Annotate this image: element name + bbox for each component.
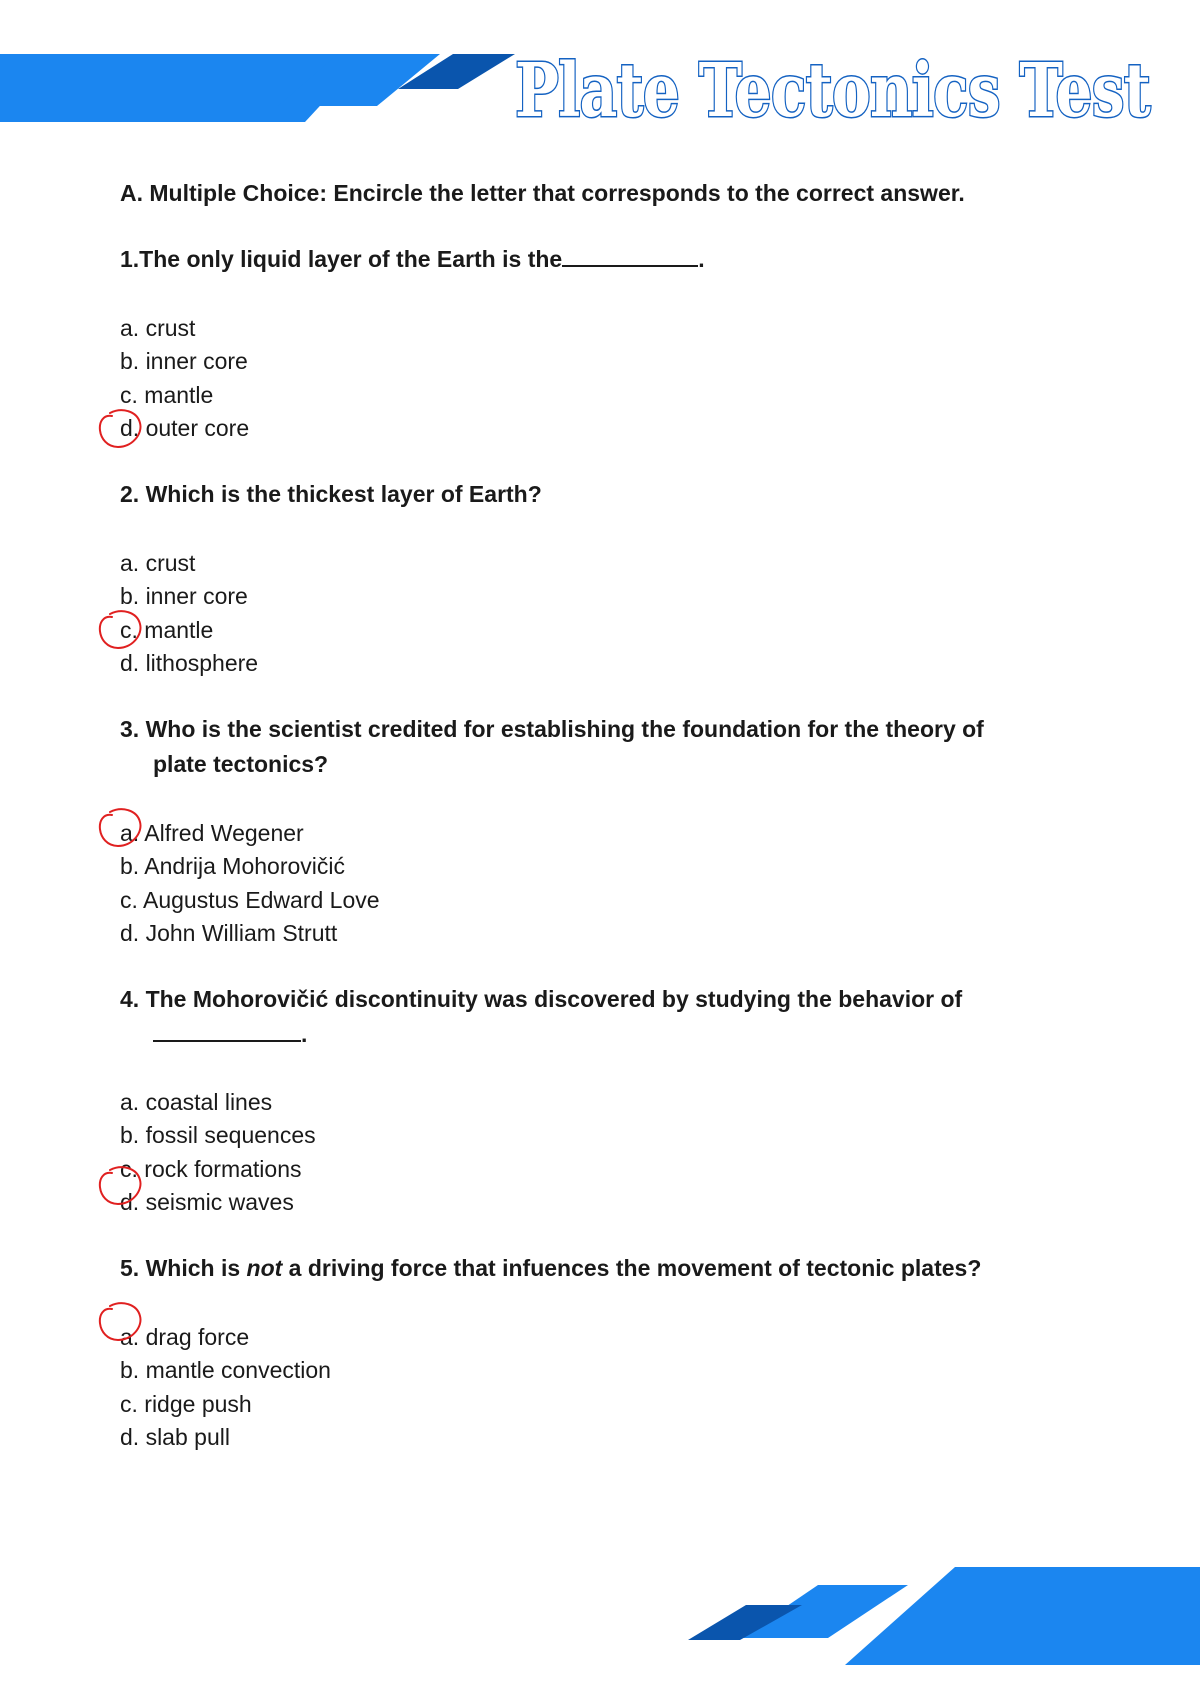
option-c[interactable]: c. ridge push	[120, 1390, 252, 1417]
question-text-continued: plate tectonics?	[153, 751, 329, 777]
question-text: 5. Which is	[120, 1255, 247, 1281]
section-instructions: A. Multiple Choice: Encircle the letter that corresponds to the correct answer.	[120, 180, 965, 206]
question-text: 1.The only liquid layer of the Earth is the	[120, 246, 563, 272]
question-text-rest: a driving force that infuences the movement of tectonic plates?	[282, 1255, 982, 1281]
answer-blank	[153, 1018, 301, 1042]
question-1	[120, 242, 1080, 277]
options-list	[120, 312, 249, 445]
options-list	[120, 547, 258, 680]
option-b[interactable]: b. Andrija Mohorovičić	[120, 853, 345, 880]
option-b[interactable]: b. fossil sequences	[120, 1122, 316, 1149]
option-d[interactable]: d. seismic waves	[120, 1188, 294, 1215]
option-d[interactable]: d. slab pull	[120, 1423, 230, 1450]
question-5	[120, 1251, 1080, 1286]
footer-bar	[845, 1567, 1200, 1665]
option-a[interactable]: a. drag force	[120, 1324, 250, 1350]
page-title	[515, 38, 1165, 138]
question-2	[120, 477, 1080, 512]
option-d[interactable]: d. outer core	[120, 414, 250, 441]
question-emphasis: not	[246, 1255, 283, 1281]
option-d[interactable]: d. lithosphere	[120, 649, 259, 676]
question-text: 3. Who is the scientist credited for establishing the foundation for the theory of	[120, 716, 984, 742]
question-text: 4. The Mohorovičić discontinuity was discovered by studying the behavior of	[120, 986, 963, 1012]
option-c[interactable]: c. mantle	[120, 616, 214, 643]
option-b[interactable]: b. inner core	[120, 348, 248, 375]
option-b[interactable]: b. mantle convection	[120, 1357, 331, 1384]
options-list	[120, 817, 380, 950]
question-end: .	[698, 246, 705, 272]
option-b[interactable]: b. inner core	[120, 583, 248, 610]
option-c[interactable]: c. mantle	[120, 381, 214, 408]
answer-blank	[562, 243, 698, 267]
options-list	[120, 1086, 316, 1219]
option-d[interactable]: d. John William Strutt	[120, 919, 338, 946]
option-a[interactable]: a. coastal lines	[120, 1089, 273, 1115]
option-c[interactable]: c. Augustus Edward Love	[120, 886, 380, 913]
page-title-text: Plate Tectonics Test	[515, 48, 1151, 134]
option-c[interactable]: c. rock formations	[120, 1155, 302, 1182]
option-a[interactable]: a. crust	[120, 550, 196, 576]
question-text: 2. Which is the thickest layer of Earth?	[120, 481, 542, 507]
option-a[interactable]: a. Alfred Wegener	[120, 820, 304, 846]
question-4	[120, 982, 1080, 1052]
question-3	[120, 712, 1080, 782]
question-text-continued	[120, 1017, 1080, 1052]
options-list	[120, 1321, 331, 1454]
footer-banner	[0, 1560, 1200, 1697]
question-end: .	[301, 1021, 308, 1047]
option-a[interactable]: a. crust	[120, 315, 196, 341]
